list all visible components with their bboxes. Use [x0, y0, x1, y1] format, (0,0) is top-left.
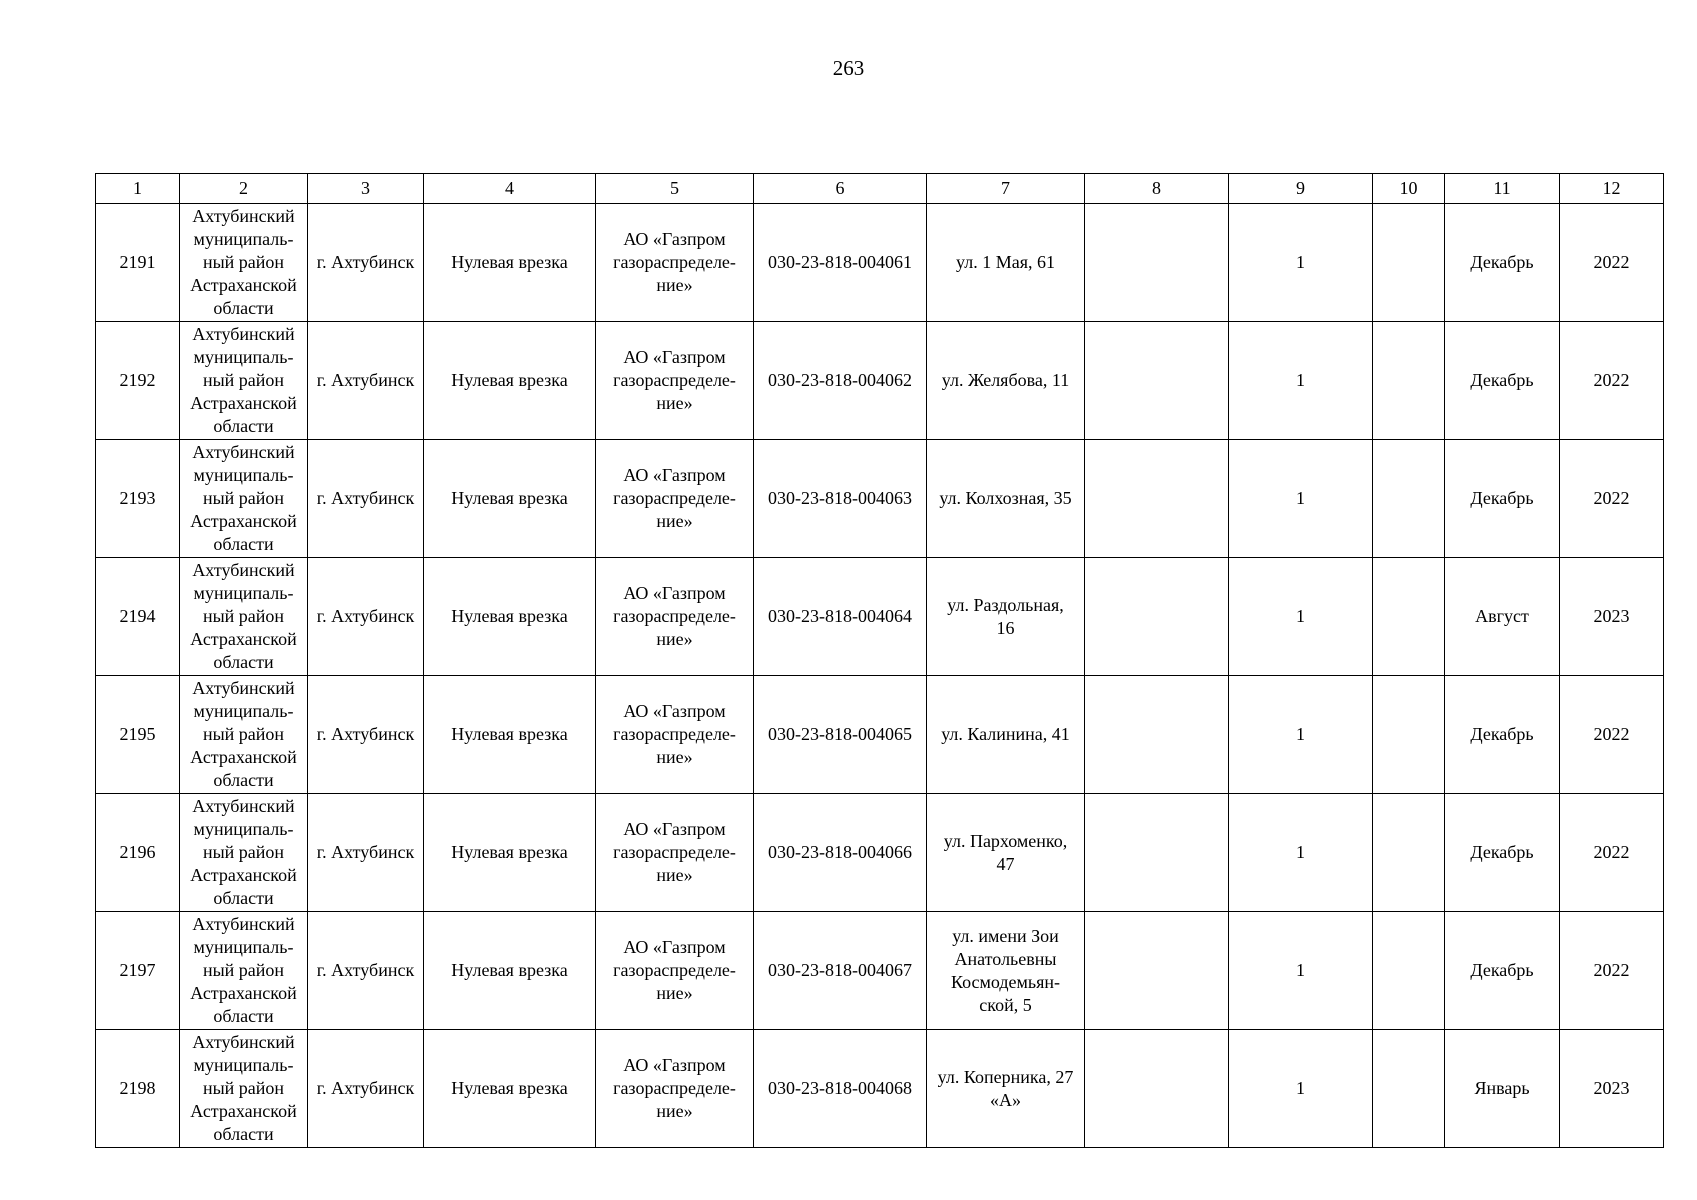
organization-line: АО «Газпром [623, 1055, 726, 1075]
district-line: Астраханской [190, 1101, 297, 1121]
table-row [96, 794, 1664, 912]
year-cell: 2022 [1560, 322, 1664, 440]
district-line: ный район [202, 724, 285, 744]
organization-cell [596, 676, 754, 794]
column-header: 2 [180, 174, 308, 204]
district-line: области [213, 1006, 274, 1026]
organization-line: газораспределе- [613, 1078, 736, 1098]
column-header: 8 [1085, 174, 1229, 204]
district-line: Астраханской [190, 983, 297, 1003]
column-8-cell [1085, 440, 1229, 558]
column-8-cell [1085, 322, 1229, 440]
organization-line: ние» [656, 1101, 693, 1121]
district-line: ный район [202, 252, 285, 272]
address-line: ул. 1 Мая, 61 [956, 252, 1055, 272]
district-line: Астраханской [190, 511, 297, 531]
column-8-cell [1085, 912, 1229, 1030]
district-line: муниципаль- [193, 1055, 294, 1075]
address-line: ул. Колхозная, 35 [939, 488, 1072, 508]
month-cell: Август [1445, 558, 1560, 676]
district-line: ный район [202, 960, 285, 980]
district-line: области [213, 770, 274, 790]
district-line: Астраханской [190, 865, 297, 885]
column-10-cell [1373, 676, 1445, 794]
district-line: Ахтубинский [192, 442, 295, 462]
address-line: ул. Калинина, 41 [941, 724, 1070, 744]
connection-type-cell: Нулевая врезка [424, 794, 596, 912]
year-cell: 2022 [1560, 676, 1664, 794]
address-cell [927, 912, 1085, 1030]
month-cell: Декабрь [1445, 676, 1560, 794]
organization-line: АО «Газпром [623, 465, 726, 485]
district-line: ный район [202, 370, 285, 390]
district-line: муниципаль- [193, 583, 294, 603]
column-10-cell [1373, 204, 1445, 322]
year-cell: 2022 [1560, 204, 1664, 322]
address-cell [927, 794, 1085, 912]
organization-cell [596, 204, 754, 322]
column-header: 3 [308, 174, 424, 204]
address-line: ул. Пархоменко, [943, 830, 1068, 851]
column-8-cell [1085, 204, 1229, 322]
organization-cell [596, 558, 754, 676]
district-line: Ахтубинский [192, 914, 295, 934]
column-header: 11 [1445, 174, 1560, 204]
organization-line: АО «Газпром [623, 701, 726, 721]
organization-line: газораспределе- [613, 724, 736, 744]
row-number-cell: 2197 [96, 912, 180, 1030]
district-cell [180, 676, 308, 794]
object-code-cell: 030-23-818-004064 [754, 558, 927, 676]
district-line: Астраханской [190, 629, 297, 649]
district-cell [180, 912, 308, 1030]
quantity-cell: 1 [1229, 794, 1373, 912]
object-code-cell: 030-23-818-004066 [754, 794, 927, 912]
address-cell [927, 322, 1085, 440]
connection-type-cell: Нулевая врезка [424, 912, 596, 1030]
city-cell: г. Ахтубинск [308, 794, 424, 912]
city-cell: г. Ахтубинск [308, 558, 424, 676]
row-number-cell: 2196 [96, 794, 180, 912]
district-line: ный район [202, 1078, 285, 1098]
address-line: 47 [996, 853, 1015, 874]
organization-line: ние» [656, 393, 693, 413]
month-cell: Декабрь [1445, 440, 1560, 558]
address-line: ул. имени Зои [952, 925, 1059, 946]
column-10-cell [1373, 1030, 1445, 1148]
address-line: ской, 5 [979, 994, 1032, 1015]
address-line: ул. Раздольная, [947, 594, 1064, 615]
district-line: Ахтубинский [192, 206, 295, 226]
column-header: 4 [424, 174, 596, 204]
connection-type-cell: Нулевая врезка [424, 204, 596, 322]
district-line: Ахтубинский [192, 324, 295, 344]
organization-cell [596, 912, 754, 1030]
district-line: ный район [202, 606, 285, 626]
object-code-cell: 030-23-818-004068 [754, 1030, 927, 1148]
row-number-cell: 2195 [96, 676, 180, 794]
city-cell: г. Ахтубинск [308, 204, 424, 322]
district-line: Ахтубинский [192, 560, 295, 580]
organization-line: газораспределе- [613, 842, 736, 862]
address-line: 16 [996, 617, 1015, 638]
district-line: области [213, 888, 274, 908]
column-10-cell [1373, 794, 1445, 912]
organization-line: АО «Газпром [623, 937, 726, 957]
district-line: муниципаль- [193, 937, 294, 957]
quantity-cell: 1 [1229, 912, 1373, 1030]
quantity-cell: 1 [1229, 558, 1373, 676]
column-header: 1 [96, 174, 180, 204]
page-number: 263 [832, 56, 865, 80]
year-cell: 2023 [1560, 558, 1664, 676]
header-row [96, 174, 1664, 204]
year-cell: 2022 [1560, 912, 1664, 1030]
district-line: области [213, 1124, 274, 1144]
address-cell [927, 1030, 1085, 1148]
district-line: области [213, 652, 274, 672]
organization-line: ние» [656, 747, 693, 767]
row-number-cell: 2191 [96, 204, 180, 322]
month-cell: Декабрь [1445, 794, 1560, 912]
year-cell: 2022 [1560, 794, 1664, 912]
column-header: 9 [1229, 174, 1373, 204]
connection-type-cell: Нулевая врезка [424, 322, 596, 440]
row-number-cell: 2198 [96, 1030, 180, 1148]
organization-line: ние» [656, 511, 693, 531]
organization-line: ние» [656, 983, 693, 1003]
connection-type-cell: Нулевая врезка [424, 1030, 596, 1148]
district-line: Астраханской [190, 393, 297, 413]
month-cell: Декабрь [1445, 204, 1560, 322]
object-code-cell: 030-23-818-004062 [754, 322, 927, 440]
column-8-cell [1085, 1030, 1229, 1148]
quantity-cell: 1 [1229, 440, 1373, 558]
column-8-cell [1085, 676, 1229, 794]
table-row [96, 440, 1664, 558]
column-8-cell [1085, 558, 1229, 676]
connection-type-cell: Нулевая врезка [424, 440, 596, 558]
address-line: ул. Желябова, 11 [941, 370, 1070, 390]
connection-type-cell: Нулевая врезка [424, 558, 596, 676]
address-line: «А» [990, 1089, 1021, 1110]
district-line: муниципаль- [193, 229, 294, 249]
address-cell [927, 676, 1085, 794]
organization-line: газораспределе- [613, 488, 736, 508]
column-10-cell [1373, 440, 1445, 558]
column-header: 10 [1373, 174, 1445, 204]
district-line: области [213, 534, 274, 554]
city-cell: г. Ахтубинск [308, 440, 424, 558]
table-row [96, 322, 1664, 440]
district-cell [180, 1030, 308, 1148]
city-cell: г. Ахтубинск [308, 912, 424, 1030]
column-10-cell [1373, 912, 1445, 1030]
organization-line: АО «Газпром [623, 229, 726, 249]
address-line: ул. Коперника, 27 [937, 1066, 1074, 1087]
organization-line: АО «Газпром [623, 819, 726, 839]
data-table [95, 173, 1664, 1148]
address-cell [927, 204, 1085, 322]
organization-line: газораспределе- [613, 252, 736, 272]
object-code-cell: 030-23-818-004067 [754, 912, 927, 1030]
district-line: муниципаль- [193, 701, 294, 721]
district-line: ный район [202, 842, 285, 862]
district-line: муниципаль- [193, 819, 294, 839]
year-cell: 2023 [1560, 1030, 1664, 1148]
object-code-cell: 030-23-818-004061 [754, 204, 927, 322]
organization-line: АО «Газпром [623, 347, 726, 367]
table-row [96, 912, 1664, 1030]
district-line: ный район [202, 488, 285, 508]
district-line: Астраханской [190, 747, 297, 767]
quantity-cell: 1 [1229, 204, 1373, 322]
district-cell [180, 558, 308, 676]
organization-line: газораспределе- [613, 606, 736, 626]
district-cell [180, 794, 308, 912]
month-cell: Декабрь [1445, 912, 1560, 1030]
organization-line: газораспределе- [613, 370, 736, 390]
connection-type-cell: Нулевая врезка [424, 676, 596, 794]
organization-line: АО «Газпром [623, 583, 726, 603]
organization-cell [596, 794, 754, 912]
address-line: Космодемьян- [950, 971, 1061, 992]
column-header: 7 [927, 174, 1085, 204]
city-cell: г. Ахтубинск [308, 1030, 424, 1148]
column-10-cell [1373, 558, 1445, 676]
organization-cell [596, 322, 754, 440]
quantity-cell: 1 [1229, 1030, 1373, 1148]
address-line: Анатольевны [954, 948, 1057, 969]
district-cell [180, 204, 308, 322]
quantity-cell: 1 [1229, 676, 1373, 794]
organization-cell [596, 1030, 754, 1148]
month-cell: Январь [1445, 1030, 1560, 1148]
year-cell: 2022 [1560, 440, 1664, 558]
district-line: Ахтубинский [192, 796, 295, 816]
month-cell: Декабрь [1445, 322, 1560, 440]
table-row [96, 558, 1664, 676]
city-cell: г. Ахтубинск [308, 676, 424, 794]
address-cell [927, 558, 1085, 676]
table-row [96, 676, 1664, 794]
row-number-cell: 2194 [96, 558, 180, 676]
organization-line: ние» [656, 275, 693, 295]
organization-cell [596, 440, 754, 558]
row-number-cell: 2193 [96, 440, 180, 558]
object-code-cell: 030-23-818-004063 [754, 440, 927, 558]
column-header: 6 [754, 174, 927, 204]
column-header: 12 [1560, 174, 1664, 204]
organization-line: ние» [656, 865, 693, 885]
column-10-cell [1373, 322, 1445, 440]
row-number-cell: 2192 [96, 322, 180, 440]
quantity-cell: 1 [1229, 322, 1373, 440]
city-cell: г. Ахтубинск [308, 322, 424, 440]
table-row [96, 1030, 1664, 1148]
object-code-cell: 030-23-818-004065 [754, 676, 927, 794]
organization-line: газораспределе- [613, 960, 736, 980]
district-line: муниципаль- [193, 347, 294, 367]
district-cell [180, 322, 308, 440]
table-row [96, 204, 1664, 322]
district-line: муниципаль- [193, 465, 294, 485]
district-cell [180, 440, 308, 558]
column-header: 5 [596, 174, 754, 204]
district-line: Ахтубинский [192, 1032, 295, 1052]
column-8-cell [1085, 794, 1229, 912]
district-line: Ахтубинский [192, 678, 295, 698]
organization-line: ние» [656, 629, 693, 649]
address-cell [927, 440, 1085, 558]
district-line: области [213, 416, 274, 436]
district-line: Астраханской [190, 275, 297, 295]
district-line: области [213, 298, 274, 318]
